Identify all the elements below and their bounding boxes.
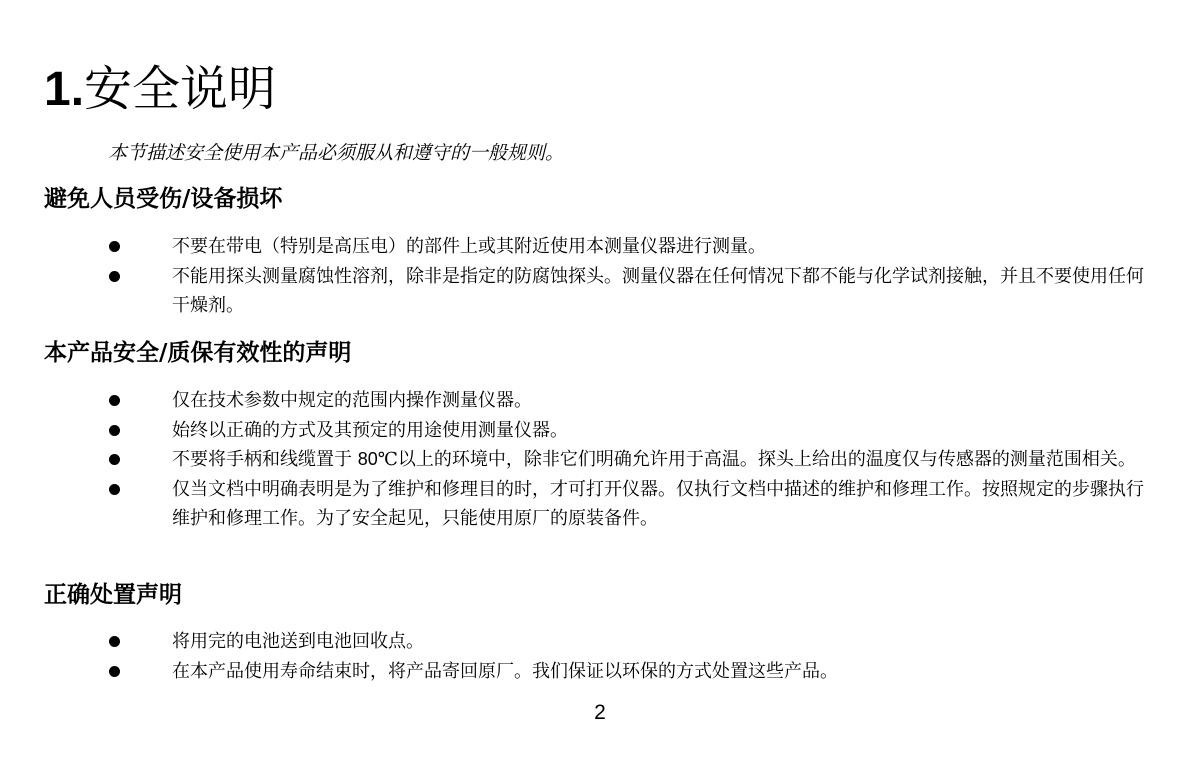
list-safety-warranty xyxy=(0,386,1200,534)
heading-disposal: 正确处置声明 xyxy=(44,582,182,608)
bullet-icon xyxy=(109,484,120,495)
bullet-icon xyxy=(109,636,120,647)
list-item xyxy=(0,445,1200,475)
bullet-icon xyxy=(109,454,120,465)
section-title-text: 安全说明 xyxy=(84,61,277,117)
list-injury-damage xyxy=(0,232,1200,321)
list-item-text: 不能用探头测量腐蚀性溶剂，除非是指定的防腐蚀探头。测量仪器在任何情况下都不能与化学试剂接触，并且不要使用任何干燥剂。 xyxy=(172,265,1144,316)
bullet-icon xyxy=(109,425,120,436)
bullet-icon xyxy=(109,666,120,677)
list-item-text: 将用完的电池送到电池回收点。 xyxy=(172,631,424,652)
bullet-icon xyxy=(109,241,120,252)
heading-injury-damage: 避免人员受伤/设备损坏 xyxy=(44,186,283,212)
list-item xyxy=(0,416,1200,446)
heading-safety-warranty: 本产品安全/质保有效性的声明 xyxy=(44,340,352,366)
list-item xyxy=(0,627,1200,657)
list-item-text: 始终以正确的方式及其预定的用途使用测量仪器。 xyxy=(172,419,568,441)
temperature-value: 80 xyxy=(357,449,378,469)
list-item-text: 仅当文档中明确表明是为了维护和修理目的时，才可打开仪器。仅执行文档中描述的维护和修理工作。按照规定的步骤执行维护和修理工作。为了安全起见，只能使用原厂的原装备件。 xyxy=(172,478,1144,529)
list-item-text: 在本产品使用寿命结束时，将产品寄回原厂。我们保证以环保的方式处置这些产品。 xyxy=(172,660,838,682)
list-item xyxy=(0,262,1200,321)
list-item-text: 不要在带电（特别是高压电）的部件上或其附近使用本测量仪器进行测量。 xyxy=(172,236,766,257)
list-item xyxy=(0,232,1200,262)
list-item xyxy=(0,657,1200,687)
list-item-text-before: 不要将手柄和线缆置于 xyxy=(172,449,358,470)
list-item xyxy=(0,475,1200,534)
intro-text: 本节描述安全使用本产品必须服从和遵守的一般规则。 xyxy=(108,142,565,164)
list-item xyxy=(0,386,1200,416)
page-number: 2 xyxy=(594,701,606,724)
list-disposal xyxy=(0,627,1200,686)
bullet-icon xyxy=(109,395,120,406)
section-number: 1. xyxy=(44,63,85,116)
list-item-text: 仅在技术参数中规定的范围内操作测量仪器。 xyxy=(172,390,532,411)
list-item-text-after: ℃以上的环境中，除非它们明确允许用于高温。探头上给出的温度仅与传感器的测量范围相关。 xyxy=(377,449,1136,470)
page-title xyxy=(44,54,276,125)
bullet-icon xyxy=(109,271,120,282)
